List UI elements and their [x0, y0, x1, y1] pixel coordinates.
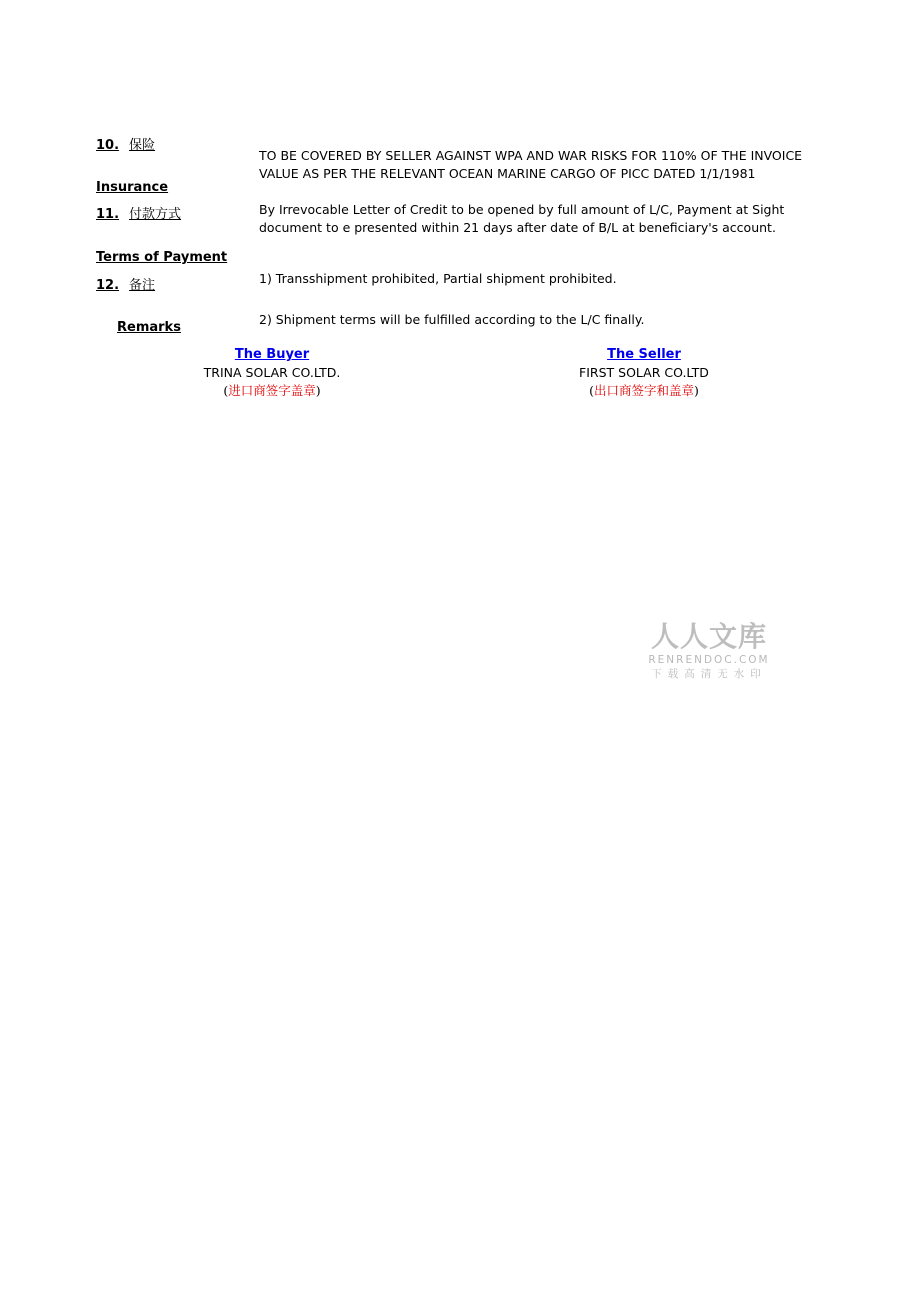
watermark: [644, 620, 774, 681]
clause-10-number: 10.: [96, 138, 120, 153]
clause-11-text: [259, 201, 784, 237]
seller-company: FIRST SOLAR CO.LTD: [579, 365, 709, 380]
clause-10-text: [259, 147, 802, 183]
clause-10-en-title: Insurance: [96, 180, 169, 195]
clause-12-line-1: 1) Transshipment prohibited, Partial shipment prohibited.: [259, 271, 617, 286]
clause-11-en-title: Terms of Payment: [96, 250, 228, 265]
clause-12-line-2: 2) Shipment terms will be fulfilled according to the L/C finally.: [259, 312, 645, 327]
watermark-url: RENRENDOC.COM: [648, 654, 770, 666]
seller-signature-block: [524, 346, 764, 400]
clause-10-line-2: VALUE AS PER THE RELEVANT OCEAN MARINE CARGO OF PICC DATED 1/1/1981: [259, 166, 756, 181]
clause-12-number: 12.: [96, 278, 120, 293]
clause-12-en-title: Remarks: [117, 320, 181, 335]
buyer-company: TRINA SOLAR CO.LTD.: [203, 365, 341, 380]
clause-11-line-1: By Irrevocable Letter of Credit to be opened by full amount of L/C, Payment at Sight: [259, 202, 785, 217]
clause-11-number: 11.: [96, 207, 120, 222]
clause-12-label: [96, 274, 155, 293]
buyer-signature-block: [152, 346, 392, 400]
seller-chop-text: 出口商签字和盖章: [593, 383, 694, 398]
clause-10-cn-title: 保险: [129, 138, 156, 153]
seller-chop-note: (出口商签字和盖章): [589, 383, 699, 398]
watermark-subtitle: 下载高清无水印: [651, 668, 767, 680]
seller-title: The Seller: [607, 347, 681, 362]
clause-11-cn-title: 付款方式: [129, 207, 182, 222]
clause-11-line-2: document to e presented within 21 days after date of B/L at beneficiary's account.: [259, 220, 776, 235]
buyer-chop-note: (进口商签字盖章): [223, 383, 321, 398]
clause-10-label: [96, 134, 155, 153]
watermark-logo-text: 人人文库: [650, 620, 767, 653]
clause-11-label: [96, 203, 181, 222]
clause-10-line-1: TO BE COVERED BY SELLER AGAINST WPA AND WAR RISKS FOR 110% OF THE INVOICE: [259, 148, 803, 163]
clause-12-cn-title: 备注: [129, 278, 156, 293]
buyer-title: The Buyer: [234, 347, 310, 362]
buyer-chop-text: 进口商签字盖章: [228, 383, 316, 398]
